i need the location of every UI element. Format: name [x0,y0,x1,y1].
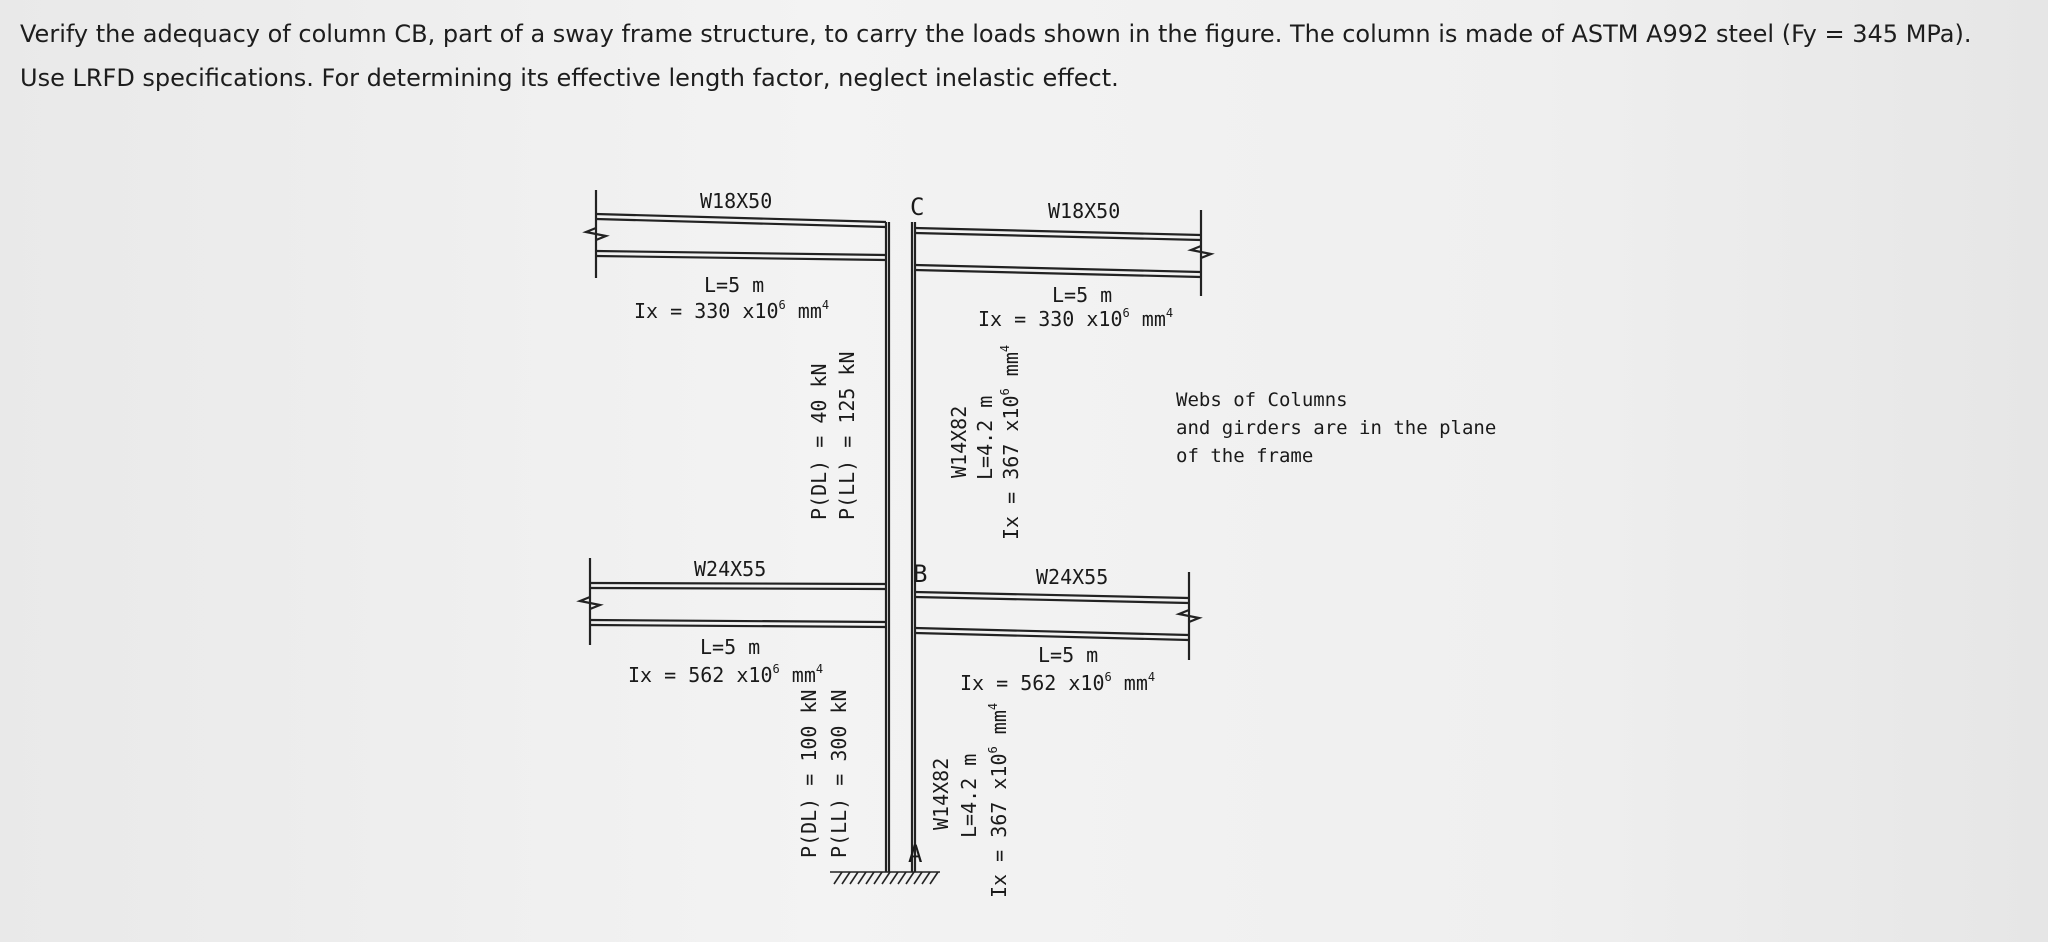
upper-column-length: L=4.2 m [973,395,997,480]
top-right-girder-section: W18X50 [1048,199,1121,223]
bottom-right-girder-length: L=5 m [1038,643,1099,667]
lower-column-ix: Ix = 367 $x10^6$ $mm^4$ [986,702,1011,898]
upper-load-dead: P(DL) = 40 kN [807,363,831,520]
note-line-3: of the frame [1176,445,1314,467]
bottom-left-girder-ix: Ix = 562 $x10^6$ $mm^4$ [628,662,824,687]
upper-load-live: P(LL) = 125 kN [835,351,859,520]
lower-load-dead: P(DL) = 100 kN [797,689,821,858]
note-line-1: Webs of Columns [1176,389,1348,411]
top-left-girder-ix: Ix = 330 $x10^6$ $mm^4$ [634,298,830,323]
lower-load-live: P(LL) = 300 kN [827,689,851,858]
fixed-support [830,872,940,884]
lower-column-length: L=4.2 m [957,753,981,838]
bottom-right-girder-ix: Ix = 562 $x10^6$ $mm^4$ [960,670,1156,695]
lower-column-section: W14X82 [929,757,953,830]
bottom-left-girder-section: W24X55 [694,557,767,581]
top-left-girder-section: W18X50 [700,189,773,213]
top-right-girder-length: L=5 m [1052,283,1113,307]
question-line-2: Use LRFD specifications. For determining its effective length factor, neglect inelastic effect. [20,64,1119,92]
node-c-label: C [910,193,925,221]
bottom-left-girder-length: L=5 m [700,635,761,659]
upper-column-section: W14X82 [947,405,971,478]
top-left-girder-length: L=5 m [704,273,765,297]
node-b-label: B [913,560,928,588]
node-a-label: A [908,840,923,868]
question-line-1: Verify the adequacy of column CB, part of a sway frame structure, to carry the loads shown in the figure. The column is made of ASTM A992 steel (Fy = 345 MPa). [20,20,1972,48]
top-right-girder-ix: Ix = 330 $x10^6$ $mm^4$ [978,306,1174,331]
bottom-right-girder-section: W24X55 [1036,565,1109,589]
note-line-2: and girders are in the plane [1176,417,1497,439]
column-line [886,222,915,872]
upper-column-ix: Ix = 367 $x10^6$ $mm^4$ [998,344,1023,540]
